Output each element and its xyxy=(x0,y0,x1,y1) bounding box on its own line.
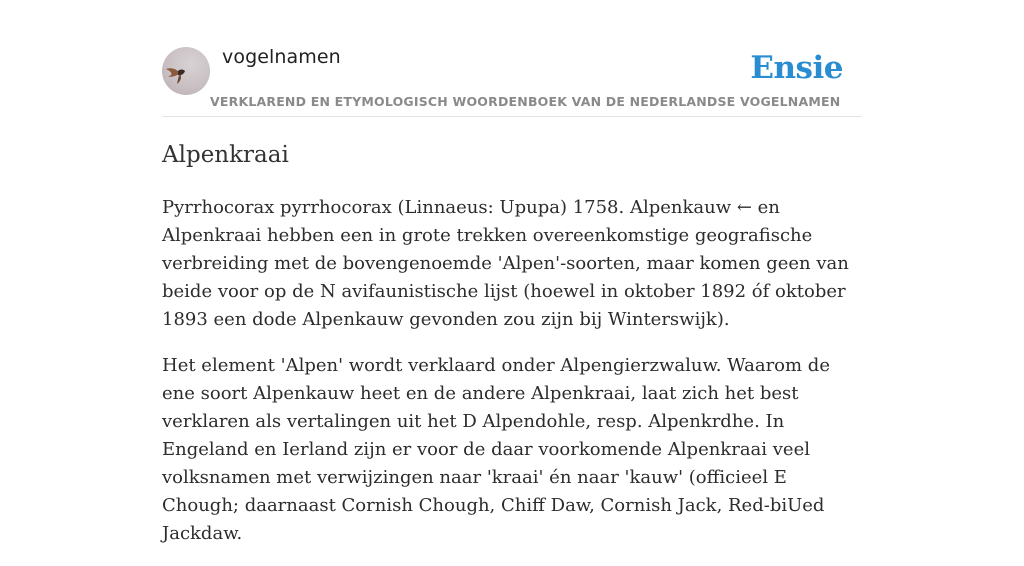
brand-logo[interactable]: Ensie xyxy=(750,50,843,86)
page-title: Alpenkraai xyxy=(162,142,289,168)
site-subtitle: VERKLAREND EN ETYMOLOGISCH WOORDENBOEK VAN DE NEDERLANDSE VOGELNAMEN xyxy=(210,94,841,109)
bird-in-flight-icon xyxy=(162,47,210,95)
article xyxy=(162,138,862,566)
article-paragraph: Pyrrhocorax pyrrhocorax (Linnaeus: Upupa) 1758. Alpenkauw ← en Alpenkraai hebben een in grote trekken overeenkomstige geografische verbreiding met de bovengenoemde 'Alpen'-soorten, maar komen geen van beide voor op de N avifaunistische lijst (hoewel in oktober 1892 óf oktober 1893 een dode Alpenkauw gevonden zou zijn bij Winterswijk). xyxy=(162,197,849,330)
avatar[interactable] xyxy=(162,47,210,95)
site-header xyxy=(162,44,862,117)
article-paragraph: Het element 'Alpen' wordt verklaard onder Alpengierzwaluw. Waarom de ene soort Alpenkauw heet en de andere Alpenkraai, laat zich het best verklaren als vertalingen uit het D Alpendohle, resp. Alpenkrdhe. In Engeland en Ierland zijn er voor de daar voorkomende Alpenkraai veel volksnamen met verwijzingen naar 'kraai' én naar 'kauw' (officieel E Chough; daarnaast Cornish Chough, Chiff Daw, Cornish Jack, Red-biUed Jackdaw. xyxy=(162,355,830,544)
site-name[interactable]: vogelnamen xyxy=(222,46,341,68)
